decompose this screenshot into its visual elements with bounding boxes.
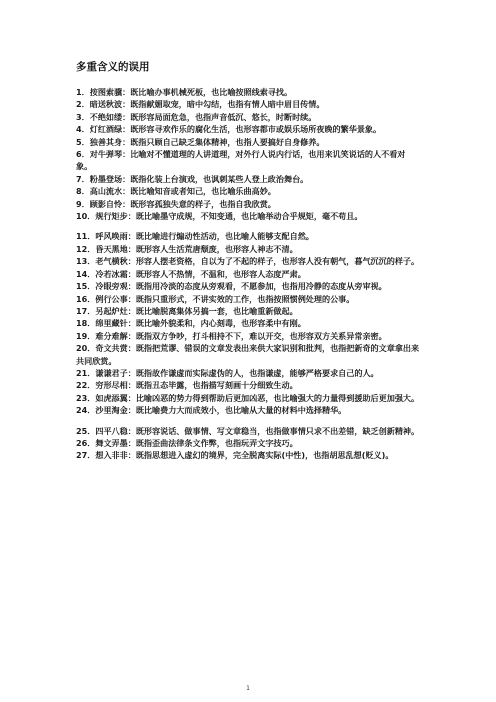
- idiom-group-1: [76, 86, 420, 222]
- idiom-entry: 9．顾影自怜：既形容孤独失意的样子，也指自我欣赏。: [76, 198, 276, 209]
- idiom-entry: 18．绵里藏针：既比喻外貌柔和，内心刻毒，也形容柔中有刚。: [76, 318, 306, 329]
- idiom-entry: 20．奇文共赏：既指把荒谬、错误的文章发表出来供大家识别和批判，也指把新奇的文章拿出来共同欣赏。: [76, 343, 420, 366]
- idiom-entry: 26．舞文弄墨：既指歪曲法律条文作弊，也指玩弄文字技巧。: [76, 437, 298, 448]
- idiom-entry: 6．对牛弹琴：比喻对不懂道理的人讲道理，对外行人说内行话，也用来讥笑说话的人不看对象。: [76, 149, 406, 172]
- idiom-entry: 5．独善其身：既指只顾自己缺乏集体精神，也指人要搞好自身修养。: [76, 136, 325, 147]
- idiom-entry: 13．老气横秋：形容人摆老资格，自以为了不起的样子，也形容人没有朝气，暮气沉沉的样子。: [76, 256, 420, 267]
- idiom-entry: 21．谦谦君子：既指故作谦虚而实际虚伪的人，也指谦虚，能够严格要求自己的人。: [76, 367, 379, 378]
- idiom-entry: 11．呼风唤雨：既比喻进行煽动性活动，也比喻人能够支配自然。: [76, 231, 314, 242]
- idiom-entry: 22．穷形尽相：既指丑态毕露，也指描写刻画十分细致生动。: [76, 380, 298, 391]
- idiom-entry: 15．冷眼旁观：既指用冷淡的态度从旁观看，不愿参加，也指用冷静的态度从旁审视。: [76, 281, 387, 292]
- idiom-entry: 14．冷若冰霜：既形容人不热情，不温和，也形容人态度严肃。: [76, 268, 306, 279]
- idiom-group-2: [76, 230, 420, 416]
- idiom-entry: 7．粉墨登场：既指化装上台演戏，也讽刺某些人登上政治舞台。: [76, 173, 309, 184]
- idiom-entry: 16．例行公事：既指只重形式，不讲实效的工作，也指按照惯例处理的公事。: [76, 293, 355, 304]
- document-title: 多重含义的误用: [76, 61, 150, 73]
- idiom-group-3: [76, 425, 420, 462]
- idiom-entry: 10．规行矩步：既比喻墨守成规，不知变通，也比喻举动合乎规矩，毫不苟且。: [76, 211, 363, 222]
- idiom-entry: 8．高山流水：既比喻知音或者知己，也比喻乐曲高妙。: [76, 186, 276, 197]
- idiom-entry: 12．昏天黑地：既形容人生活荒唐颓废，也形容人神志不清。: [76, 243, 298, 254]
- idiom-entry: 2．暗送秋波：既指献媚取宠，暗中勾结，也指有情人暗中眉目传情。: [76, 99, 325, 110]
- idiom-list: [76, 86, 420, 462]
- idiom-entry: 1．按图索骥：既比喻办事机械死板，也比喻按照线索寻找。: [76, 87, 293, 97]
- group-spacer: [76, 417, 420, 425]
- idiom-entry: 17．另起炉灶：既比喻脱离集体另搞一套，也比喻重新做起。: [76, 305, 298, 316]
- group-spacer: [76, 222, 420, 230]
- idiom-entry: 27．想入非非：既指思想进入虚幻的境界，完全脱离实际(中性)，也指胡思乱想(贬义)。: [76, 450, 394, 461]
- idiom-entry: 23．如虎添翼：比喻凶恶的势力得到帮助后更加凶恶，也比喻强大的力量得到援助后更加强大。: [76, 392, 420, 403]
- idiom-entry: 3．不绝如缕：既形容局面危急，也指声音低沉、悠长，时断时续。: [76, 111, 317, 122]
- idiom-entry: 24．沙里淘金：既比喻费力大而成效小，也比喻从大量的材料中选择精华。: [76, 405, 347, 416]
- idiom-entry: 19．难分难解：既指双方争吵，打斗相持不下，难以开交，也形容双方关系异常亲密。: [76, 330, 387, 341]
- page-number: 1: [246, 685, 250, 692]
- idiom-entry: 4．灯红酒绿：既形容寻欢作乐的腐化生活，也形容都市或娱乐场所夜晚的繁华景象。: [76, 124, 382, 135]
- idiom-entry: 25．四平八稳：既形容说话、做事情、写文章稳当，也指做事情只求不出差错，缺乏创新精神。: [76, 425, 420, 436]
